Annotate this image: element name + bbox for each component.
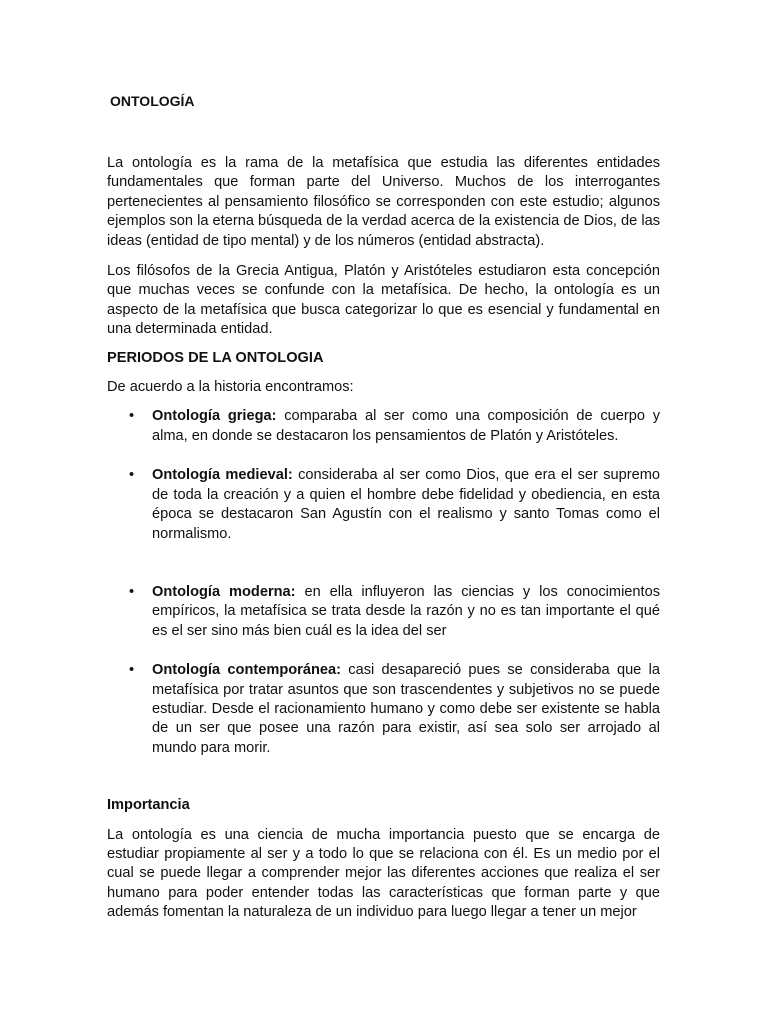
period-term: Ontología griega: — [152, 408, 277, 425]
paragraph-definition: La ontología es la rama de la metafísica que estudia las diferentes entidades fundamentales que forman parte del Universo. Muchos de los interrogantes pertenecientes al pensamiento filosófico se corresponden con este estudio; algunos ejemplos son la eterna búsqueda de la verdad acerca de la existencia de Dios, de las ideas (entidad de tipo mental) y de los números (entidad abstracta). — [107, 155, 660, 249]
paragraph-importance: La ontología es una ciencia de mucha importancia puesto que se encarga de estudiar propiamente al ser y a todo lo que se relaciona con él. Es un medio por el cual se puede llegar a comprender mejor las diferentes acciones que realiza el ser humano para poder entender todas las características que forman parte y que además fomentan la naturaleza de un individuo para luego llegar a tener un mejor — [107, 826, 660, 921]
document-page — [107, 88, 660, 923]
period-term: Ontología contemporánea: — [152, 662, 341, 679]
periods-list — [107, 407, 660, 758]
bullet-icon: • — [129, 408, 135, 425]
section-heading-importance: Importancia — [107, 797, 190, 814]
document-title: ONTOLOGÍA — [110, 93, 195, 109]
period-text: en ella influyeron las ciencias y los conocimientos empíricos, la metafísica se trata desde la razón y no es tan importante el qué es el ser sino más bien cuál es la idea del ser — [152, 583, 661, 639]
list-item-modern — [107, 583, 660, 641]
period-term: Ontología moderna: — [152, 583, 296, 600]
list-item-contemporary — [107, 661, 660, 758]
period-term: Ontología medieval: — [152, 467, 293, 484]
section-heading-periods: PERIODOS DE LA ONTOLOGIA — [107, 349, 324, 366]
list-item-greek — [107, 407, 660, 446]
bullet-icon: • — [129, 662, 135, 679]
bullet-icon: • — [129, 583, 135, 600]
period-text: consideraba al ser como Dios, que era el ser supremo de toda la creación y a quien el hombre debe fidelidad y obediencia, en esta época se destacaron San Agustín con el realismo y santo Tomas como el normalismo. — [152, 467, 660, 542]
period-text: casi desapareció pues se consideraba que la metafísica por tratar asuntos que son trascendentes y subjetivos no se puede estudiar. Desde el racionamiento humano y como debe ser existente se habla de un ser que posee una razón para existir, así sea solo ser arrojado al mundo para morir. — [152, 662, 660, 756]
bullet-icon: • — [129, 467, 135, 484]
period-text: comparaba al ser como una composición de cuerpo y alma, en donde se destacaron los pensamientos de Platón y Aristóteles. — [152, 408, 660, 444]
periods-intro: De acuerdo a la historia encontramos: — [107, 379, 354, 396]
list-item-medieval — [107, 466, 660, 544]
paragraph-greek-philosophers: Los filósofos de la Grecia Antigua, Platón y Aristóteles estudiaron esta concepción que muchas veces se confunde con la metafísica. De hecho, la ontología es un aspecto de la metafísica que busca categorizar lo que es esencial y fundamental en una determinada entidad. — [107, 263, 660, 338]
